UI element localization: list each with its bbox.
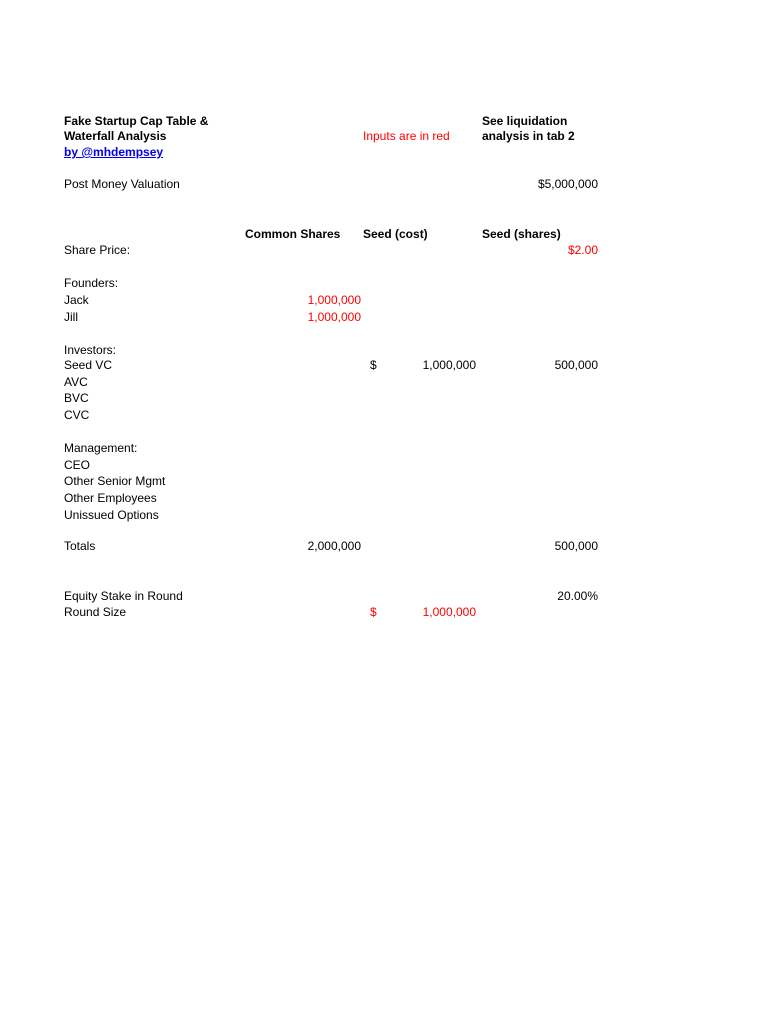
founder-common-shares[interactable]: 1,000,000: [307, 310, 361, 324]
investor-name: BVC: [64, 391, 89, 405]
investor-name: AVC: [64, 375, 88, 389]
liquidation-note-line-1: See liquidation: [482, 114, 568, 128]
management-row: Other Senior Mgmt: [64, 474, 166, 488]
inputs-note: Inputs are in red: [363, 129, 450, 143]
equity-stake-label: Equity Stake in Round: [64, 589, 183, 603]
management-heading: Management:: [64, 441, 138, 455]
founder-name: Jack: [64, 293, 89, 307]
founder-name: Jill: [64, 310, 78, 324]
totals-common-shares: 2,000,000: [307, 539, 361, 553]
liquidation-note-line-2: analysis in tab 2: [482, 129, 575, 143]
investors-heading: Investors:: [64, 343, 117, 357]
round-size-dollar-sign: $: [370, 605, 377, 619]
column-header-common-shares: Common Shares: [245, 227, 341, 241]
seed-shares-value: 500,000: [554, 358, 598, 372]
management-row: Other Employees: [64, 491, 157, 505]
title-line-2: Waterfall Analysis: [64, 129, 167, 143]
column-header-seed-shares: Seed (shares): [482, 227, 561, 241]
totals-seed-shares: 500,000: [554, 539, 598, 553]
post-money-valuation-value: $5,000,000: [537, 177, 598, 191]
seed-cost-dollar-sign: $: [370, 358, 377, 372]
management-row: Unissued Options: [64, 508, 159, 522]
author-link[interactable]: by @mhdempsey: [64, 145, 164, 159]
post-money-valuation-label: Post Money Valuation: [64, 177, 180, 191]
founder-common-shares[interactable]: 1,000,000: [307, 293, 361, 307]
round-size-value[interactable]: 1,000,000: [422, 605, 476, 619]
round-size-label: Round Size: [64, 605, 127, 619]
share-price-label: Share Price:: [64, 243, 131, 257]
equity-stake-value: 20.00%: [557, 589, 598, 603]
founders-heading: Founders:: [64, 276, 119, 290]
column-header-seed-cost: Seed (cost): [363, 227, 428, 241]
share-price-value[interactable]: $2.00: [567, 243, 598, 257]
management-row: CEO: [64, 458, 91, 472]
seed-cost-value: 1,000,000: [422, 358, 476, 372]
title-line-1: Fake Startup Cap Table &: [64, 114, 209, 128]
investor-name: Seed VC: [64, 358, 113, 372]
totals-label: Totals: [64, 539, 96, 553]
investor-name: CVC: [64, 408, 90, 422]
